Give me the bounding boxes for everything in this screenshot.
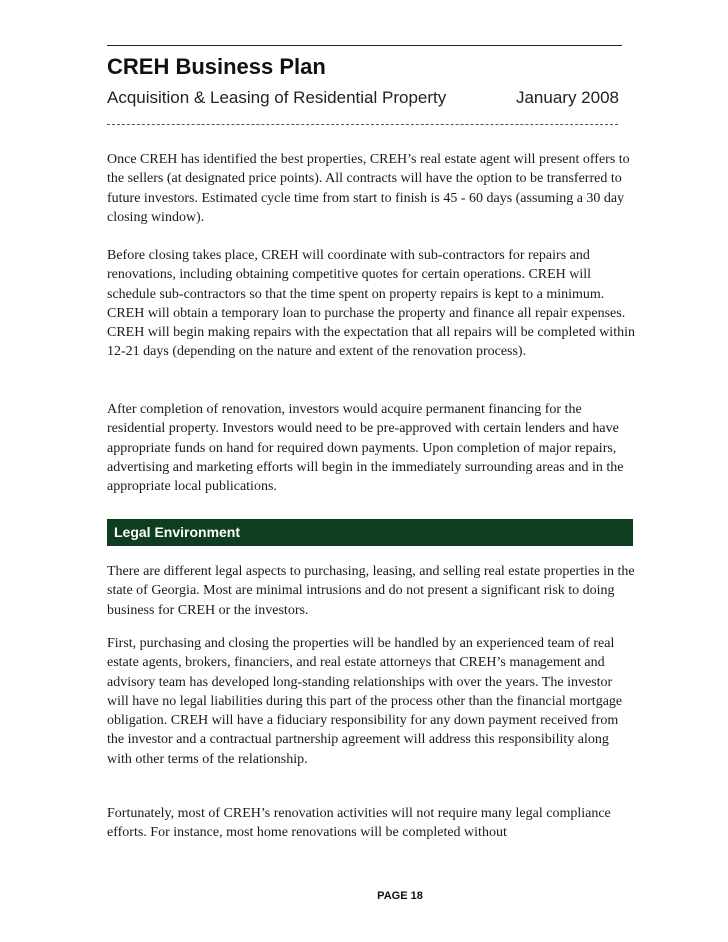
document-subtitle: Acquisition & Leasing of Residential Property (107, 88, 447, 107)
page-number: PAGE 18 (377, 890, 423, 902)
header-dashed-rule (107, 124, 618, 125)
paragraph-legal-aspects: There are different legal aspects to purchasing, leasing, and selling real estate properties in the state of Georgia. Most are minimal intrusions and do not present a significant risk to doing business for CREH or the investors. (107, 564, 635, 618)
document-date: January 2008 (515, 88, 619, 107)
header-top-rule (107, 45, 622, 46)
document-title: CREH Business Plan (107, 54, 326, 79)
section-heading-legal-environment: Legal Environment (107, 519, 633, 546)
paragraph-closing: Before closing takes place, CREH will coordinate with sub-contractors for repairs and renovations, including obtaining competitive quotes for certain operations. CREH will schedule sub-contractors so that the time spent on property repairs is kept to a minimum. CREH will obtain a temporary loan to purchase the property and finance all repair expenses. CREH will begin making repairs with the expectation that all repairs will be completed within 12-21 days (depending on the nature and extent of the renovation process). (107, 248, 635, 360)
paragraph-renovation-compliance: Fortunately, most of CREH’s renovation activities will not require many legal compliance efforts. For instance, most home renovations will be completed without (107, 806, 611, 841)
paragraph-purchasing-closing: First, purchasing and closing the properties will be handled by an experienced team of real estate agents, brokers, financiers, and real estate attorneys that CREH’s management and advisory team has developed long-standing relationships with over the years. The investor will have no legal liabilities during this part of the process other than the financial mortgage obligation. CREH will have a fiduciary responsibility for any down payment received from the investor and a contractual partnership agreement will address this responsibility along with other terms of the relationship. (107, 636, 623, 767)
paragraph-financing: After completion of renovation, investors would acquire permanent financing for the residential property. Investors would need to be pre-approved with certain lenders and have appropriate funds on hand for required down payments. Upon completion of major repairs, advertising and marketing efforts will begin in the immediately surrounding areas and in the appropriate local publications. (107, 402, 624, 495)
paragraph-offers: Once CREH has identified the best properties, CREH’s real estate agent will present offers to the sellers (at designated price points). All contracts will have the option to be transferred to future investors. Estimated cycle time from start to finish is 45 - 60 days (assuming a 30 day closing window). (107, 152, 630, 225)
